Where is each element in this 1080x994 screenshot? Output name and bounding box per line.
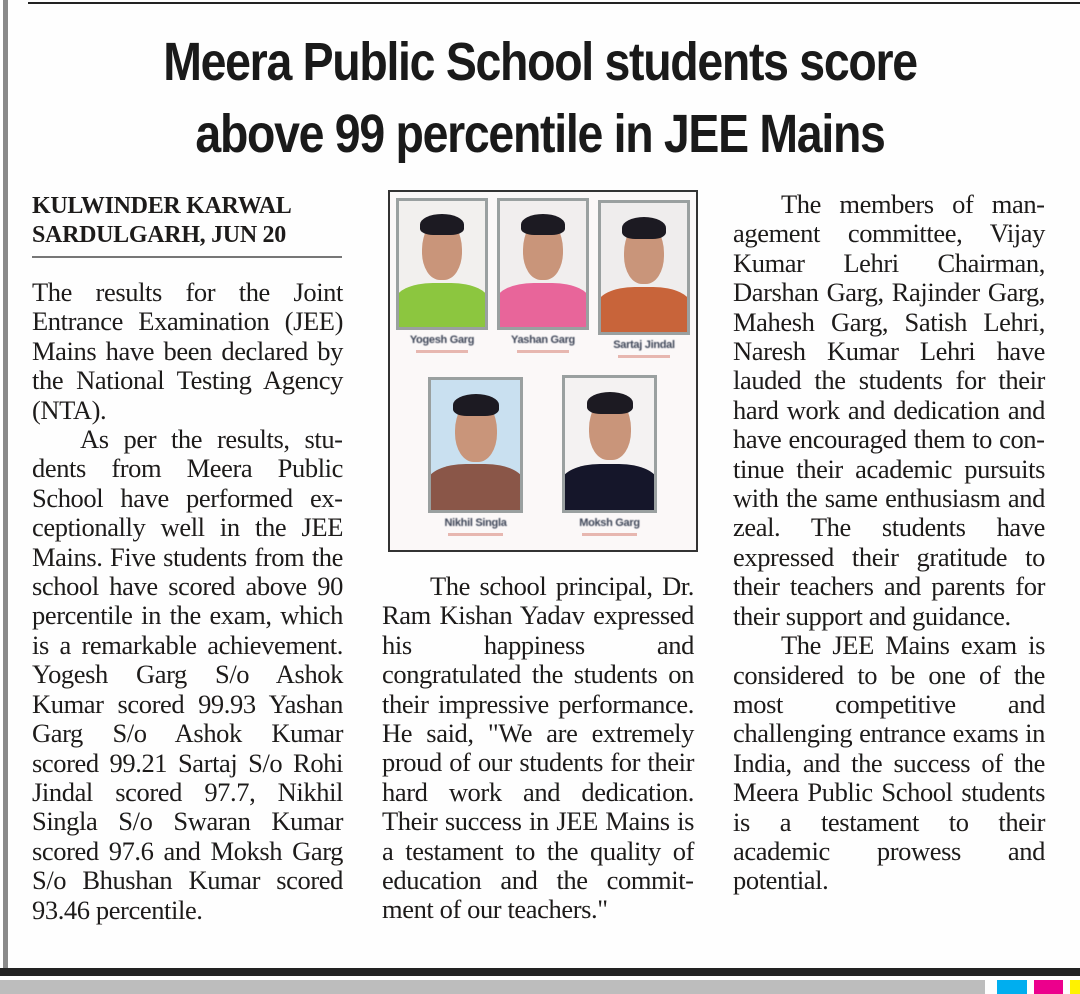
photo-caption-name: Moksh Garg xyxy=(579,517,640,529)
photo-shirt xyxy=(428,464,523,510)
photo-caption-subtext xyxy=(618,355,670,358)
byline-author: KULWINDER KARWAL xyxy=(32,193,292,219)
photo-hair xyxy=(587,392,633,414)
headline-line-2: above 99 percentile in JEE Mains xyxy=(195,104,885,164)
photo-hair xyxy=(453,394,499,416)
student-photo xyxy=(428,377,523,513)
paragraph: The JEE Mains exam is considered to be one of the most competitive and challenging entrance exams in India, and the success of the Meera Public School students is a testament to their academic prowess and potential. xyxy=(733,630,1045,896)
photo-caption-name: Yashan Garg xyxy=(511,334,575,346)
student-photos-panel xyxy=(388,190,698,552)
byline-dateline: SARDULGARH, JUN 20 xyxy=(32,222,286,248)
magenta-print-mark xyxy=(1034,980,1063,994)
student-photo xyxy=(598,200,690,335)
photo-caption-subtext xyxy=(448,533,503,536)
photo-shirt xyxy=(598,287,690,332)
article-column-2 xyxy=(382,572,694,925)
print-margin-strip xyxy=(0,980,985,994)
paragraph: The school principal, Dr. Ram Kishan Yadav expressed his happiness and congratulated the students on their impressive performance. He said, "We are extremely proud of our students for their hard work and dedication. Their success in JEE Mains is a testament to the quality of education and the commitment of our teachers." xyxy=(382,571,694,925)
article-column-3 xyxy=(733,190,1045,896)
article-column-1 xyxy=(32,278,343,925)
left-column-rule xyxy=(3,0,8,968)
photo-caption-subtext xyxy=(582,533,637,536)
paragraph: The members of management committee, Vijay Kumar Lehri Chairman, Darshan Garg, Rajinder Garg, Mahesh Garg, Satish Lehri, Naresh Kumar Lehri have lauded the students for their hard work and dedication and have encouraged them to continue their academic pursuits with the same enthusiasm and zeal. The students have expressed their gratitude to their teachers and parents for their support and guidance. xyxy=(733,189,1045,631)
photo-hair xyxy=(420,214,464,235)
bottom-rule xyxy=(0,968,1080,976)
photo-shirt xyxy=(396,283,488,327)
photo-caption-name: Nikhil Singla xyxy=(444,517,507,529)
headline xyxy=(110,26,970,170)
photo-hair xyxy=(521,214,565,235)
photo-caption-name: Sartaj Jindal xyxy=(613,339,675,351)
photo-caption-subtext xyxy=(416,350,468,353)
photo-hair xyxy=(622,217,666,239)
headline-line-1: Meera Public School students score xyxy=(163,32,917,92)
yellow-print-mark xyxy=(1070,980,1080,994)
cyan-print-mark xyxy=(997,980,1027,994)
paragraph: The results for the Joint Entrance Examination (JEE) Mains have been declared by the National Testing Agency (NTA). xyxy=(32,277,343,425)
photo-shirt xyxy=(497,283,589,327)
paragraph: As per the results, students from Meera Public School have performed exceptionally well in the JEE Mains. Five students from the school have scored above 90 percentile in the exam, which is a remarkable achievement. Yogesh Garg S/o Ashok Kumar scored 99.93 Yashan Garg S/o Ashok Kumar scored 99.21 Sartaj S/o Rohi Jindal scored 97.7, Nikhil Singla S/o Swaran Kumar scored 97.6 and Moksh Garg S/o Bhushan Kumar scored 93.46 percentile. xyxy=(32,424,343,925)
photo-caption-name: Yogesh Garg xyxy=(409,334,475,346)
byline xyxy=(32,192,342,258)
photo-shirt xyxy=(562,464,657,510)
student-photo xyxy=(562,375,657,513)
student-photo xyxy=(396,198,488,330)
student-photo xyxy=(497,198,589,330)
photo-caption-subtext xyxy=(517,350,569,353)
top-rule xyxy=(28,2,1080,4)
